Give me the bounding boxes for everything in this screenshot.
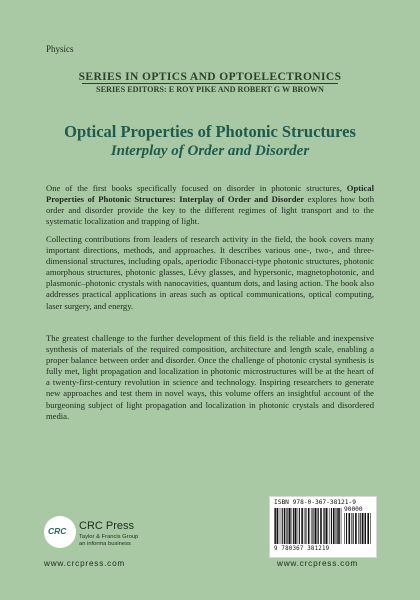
- barcode-stripe: [274, 508, 275, 544]
- barcode-stripe: [341, 508, 342, 544]
- barcode-stripe: [360, 513, 361, 544]
- barcode-bars: [274, 508, 342, 544]
- barcode-stripe: [289, 508, 291, 544]
- barcode-stripe: [287, 508, 288, 544]
- description-paragraph-1: [46, 183, 374, 227]
- publisher-group: Taylor & Francis Group: [79, 534, 139, 540]
- series-editors: SERIES EDITORS: E ROY PIKE AND ROBERT G W BROWN: [96, 85, 324, 94]
- barcode-stripe: [326, 508, 328, 544]
- barcode-stripe: [301, 508, 303, 544]
- barcode-stripe: [315, 508, 317, 544]
- price-addon-number: 90000: [344, 506, 363, 513]
- publisher-tagline: an informa business: [79, 541, 131, 547]
- publisher-url-secondary[interactable]: www.crcpress.com: [277, 559, 359, 568]
- barcode-stripe: [338, 508, 340, 544]
- book-subtitle: Interplay of Order and Disorder: [110, 143, 310, 159]
- crc-logo-text: CRC: [48, 526, 67, 536]
- barcode-stripe: [292, 508, 293, 544]
- isbn-text: ISBN 978-0-367-38121-9: [274, 499, 356, 506]
- barcode-number: 9 780367 381219: [274, 546, 330, 552]
- barcode-stripe: [311, 508, 312, 544]
- publisher-url[interactable]: www.crcpress.com: [44, 559, 126, 568]
- barcode-stripe: [282, 508, 283, 544]
- barcode-stripe: [293, 508, 294, 544]
- isbn-barcode: [269, 496, 377, 558]
- description-bold-title: Optical Properties of Photonic Structures: Interplay of Order and Disorder: [46, 183, 374, 205]
- barcode-stripe: [344, 513, 345, 544]
- description-paragraph-2: Collecting contributions from leaders of research activity in the field, the book covers many important directions, methods, and approaches. It describes various one-, two-, and three-dimensional structures, including opals, aperiodic Fibonacci-type photonic structures, photonic amorphous structures, photonic glasses, Lévy glasses, and hypersonic, magnetophotonic, and plasmonic–photonic crystals with nanocavities, quantum dots, and lasing action. The book also addresses practical applications in areas such as optical communications, optical computing, laser surgery, and energy.: [46, 234, 374, 311]
- barcode-stripe: [370, 513, 371, 544]
- barcode-stripe: [355, 513, 357, 544]
- barcode-stripe: [295, 508, 297, 544]
- barcode-stripe: [351, 513, 352, 544]
- barcode-stripe: [305, 508, 306, 544]
- subject-label: Physics: [46, 44, 74, 54]
- addon-barcode-bars: [344, 513, 372, 544]
- barcode-stripe: [365, 513, 366, 544]
- barcode-stripe: [277, 508, 279, 544]
- barcode-stripe: [364, 513, 365, 544]
- barcode-stripe: [333, 508, 335, 544]
- barcode-stripe: [336, 508, 337, 544]
- barcode-stripe: [304, 508, 305, 544]
- barcode-stripe: [349, 513, 351, 544]
- barcode-stripe: [320, 508, 322, 544]
- description-paragraph-3: The greatest challenge to the further development of this field is the reliable and inexpensive synthesis of materials of the required composition, architecture and length scale, enabling a proper balance between order and disorder. Once the challenge of photonic crystal synthesis is fully met, light propagation and localization in photonic microstructures will be at the heart of a twenty-first-century revolution in science and technology. Inspiring researchers to generate new approaches and test them in novel ways, this volume offers an insightful account of the burgeoning subject of light propagation and localization in photonic crystals and disordered media.: [46, 333, 374, 421]
- barcode-stripe: [353, 513, 354, 544]
- barcode-stripe: [329, 508, 330, 544]
- barcode-stripe: [324, 508, 325, 544]
- barcode-stripe: [280, 508, 281, 544]
- barcode-stripe: [337, 508, 338, 544]
- barcode-stripe: [284, 508, 286, 544]
- barcode-stripe: [297, 508, 298, 544]
- series-divider: [82, 83, 338, 84]
- barcode-stripe: [318, 508, 319, 544]
- publisher-name: CRC Press: [79, 520, 135, 532]
- barcode-stripe: [308, 508, 310, 544]
- barcode-stripe: [346, 513, 347, 544]
- description-text: explores how both order and disorder provide the key to the different regimes of light transport and to the systematic localization and trapping of light.: [46, 194, 374, 227]
- barcode-stripe: [299, 508, 300, 544]
- series-title: SERIES IN OPTICS AND OPTOELECTRONICS: [78, 71, 342, 83]
- barcode-stripe: [312, 508, 313, 544]
- barcode-stripe: [317, 508, 318, 544]
- barcode-stripe: [362, 513, 364, 544]
- barcode-stripe: [331, 508, 332, 544]
- description-text: One of the first books specifically focused on disorder in photonic structures,: [46, 183, 347, 193]
- book-title: Optical Properties of Photonic Structures: [64, 122, 356, 141]
- barcode-stripe: [286, 508, 287, 544]
- barcode-stripe: [323, 508, 324, 544]
- barcode-stripe: [358, 513, 359, 544]
- barcode-stripe: [275, 508, 276, 544]
- barcode-stripe: [367, 513, 369, 544]
